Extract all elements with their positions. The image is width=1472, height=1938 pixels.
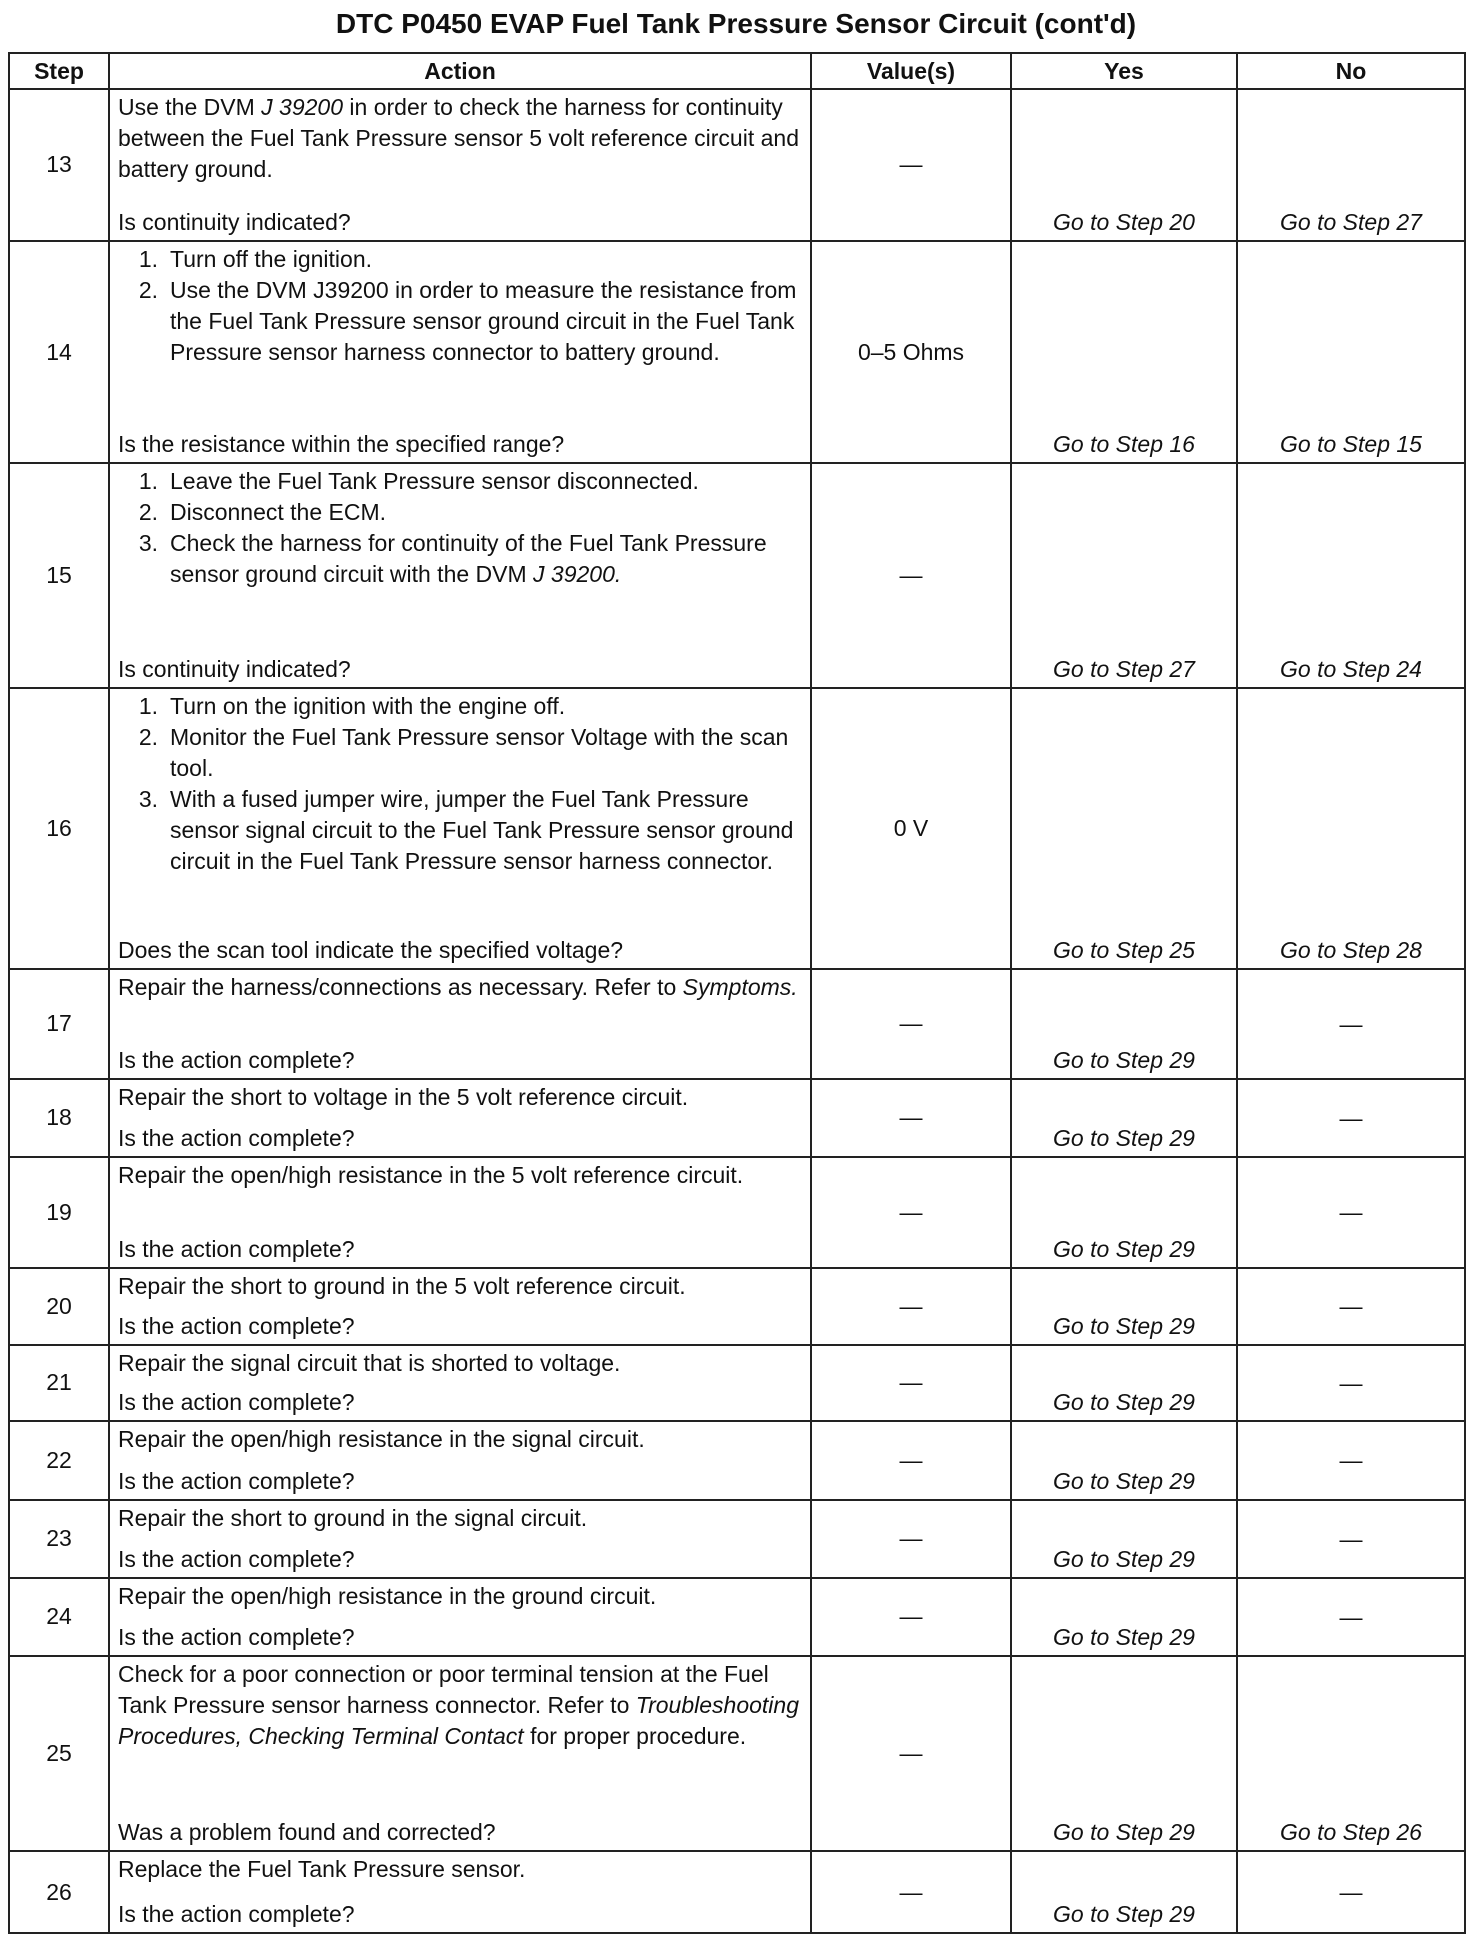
value-cell: — [811, 89, 1011, 241]
yes-cell: Go to Step 29 [1011, 1500, 1237, 1578]
value-cell: — [811, 1578, 1011, 1656]
diagnostic-table [8, 52, 1466, 1934]
no-cell: — [1237, 1421, 1465, 1500]
action-question: Is the action complete? [118, 1046, 355, 1073]
table-row [9, 1079, 1465, 1157]
action-cell [109, 688, 811, 968]
table-row [9, 1268, 1465, 1345]
table-row [9, 1157, 1465, 1268]
no-cell: — [1237, 1268, 1465, 1345]
action-cell [109, 1268, 811, 1345]
action-text-segment: Replace the Fuel Tank Pressure sensor. [118, 1856, 526, 1883]
action-question: Is continuity indicated? [118, 208, 351, 235]
action-cell [109, 1345, 811, 1422]
action-text-segment: Check for a poor connection or poor terminal tension at the Fuel Tank Pressure sensor harness connector. Refer to [118, 1660, 769, 1718]
action-text [118, 92, 806, 185]
value-cell: — [811, 1079, 1011, 1157]
sub-step-segment: Disconnect the ECM. [170, 499, 387, 526]
table-row [9, 89, 1465, 241]
sub-step-segment: Use the DVM J39200 in order to measure the resistance from the Fuel Tank Pressure sensor ground circuit in the Fuel Tank Pressure sensor harness connector to battery ground. [170, 276, 797, 365]
action-cell [109, 89, 811, 241]
yes-cell: Go to Step 27 [1011, 463, 1237, 688]
action-cell [109, 1421, 811, 1500]
action-text-segment: Repair the short to ground in the 5 volt reference circuit. [118, 1272, 686, 1299]
step-number: 15 [9, 463, 109, 688]
sub-step-number: 1. [138, 468, 158, 495]
step-number: 23 [9, 1500, 109, 1578]
table-row [9, 688, 1465, 968]
yes-cell: Go to Step 16 [1011, 241, 1237, 463]
action-text-segment: in order to check the harness for continuity between the Fuel Tank Pressure sensor 5 volt reference circuit and battery ground. [118, 94, 799, 182]
action-content [118, 244, 806, 460]
value-cell: — [811, 1500, 1011, 1578]
action-cell [109, 969, 811, 1079]
step-number: 20 [9, 1268, 109, 1345]
step-number: 22 [9, 1421, 109, 1500]
sub-step-segment: With a fused jumper wire, jumper the Fuel Tank Pressure sensor signal circuit to the Fuel Tank Pressure sensor ground circuit in the Fuel Tank Pressure sensor harness connector. [170, 786, 794, 875]
no-cell: Go to Step 24 [1237, 463, 1465, 688]
action-text [118, 1160, 806, 1191]
yes-cell: Go to Step 29 [1011, 1268, 1237, 1345]
no-cell: Go to Step 28 [1237, 688, 1465, 968]
sub-step-text [170, 528, 806, 590]
action-text-segment: Repair the signal circuit that is shorted to voltage. [118, 1349, 621, 1376]
action-text-segment: Troubleshooting Procedures, Checking Terminal Contact [118, 1691, 800, 1749]
sub-step-text [170, 244, 806, 275]
no-cell: — [1237, 1157, 1465, 1268]
step-number: 25 [9, 1656, 109, 1851]
no-cell: — [1237, 1851, 1465, 1933]
action-text [118, 1503, 806, 1534]
action-text [118, 1659, 806, 1752]
action-cell [109, 463, 811, 688]
action-question: Is the action complete? [118, 1124, 355, 1151]
action-cell [109, 1578, 811, 1656]
sub-step [118, 722, 806, 784]
header-action: Action [109, 53, 811, 89]
yes-cell: Go to Step 29 [1011, 1656, 1237, 1851]
step-number: 19 [9, 1157, 109, 1268]
header-values: Value(s) [811, 53, 1011, 89]
table-row [9, 241, 1465, 463]
action-content [118, 1659, 806, 1848]
value-cell: — [811, 1345, 1011, 1422]
action-content [118, 1581, 806, 1653]
sub-step-segment: Check the harness for continuity of the Fuel Tank Pressure sensor ground circuit with the DVM [170, 530, 767, 588]
step-number: 13 [9, 89, 109, 241]
page-title: DTC P0450 EVAP Fuel Tank Pressure Sensor Circuit (cont'd) [335, 8, 1137, 39]
no-cell: — [1237, 1578, 1465, 1656]
action-text [118, 972, 806, 1003]
action-text-segment: Repair the open/high resistance in the ground circuit. [118, 1582, 657, 1609]
sub-step-list [118, 244, 806, 368]
action-question: Was a problem found and corrected? [118, 1819, 496, 1846]
action-text-segment: Repair the open/high resistance in the signal circuit. [118, 1426, 645, 1453]
action-text [118, 1271, 806, 1302]
step-number: 16 [9, 688, 109, 968]
yes-cell: Go to Step 20 [1011, 89, 1237, 241]
action-text-segment: Symptoms. [682, 973, 798, 1000]
header-yes: Yes [1011, 53, 1237, 89]
sub-step [118, 691, 806, 722]
action-question: Is continuity indicated? [118, 656, 351, 683]
action-question: Is the resistance within the specified range? [118, 431, 565, 458]
step-number: 24 [9, 1578, 109, 1656]
action-content [118, 1348, 806, 1419]
table-row [9, 1578, 1465, 1656]
value-cell: — [811, 969, 1011, 1079]
sub-step [118, 275, 806, 368]
action-question: Is the action complete? [118, 1545, 355, 1572]
action-content [118, 972, 806, 1076]
action-content [118, 691, 806, 965]
header-step: Step [9, 53, 109, 89]
yes-cell: Go to Step 29 [1011, 1157, 1237, 1268]
sub-step-number: 3. [138, 530, 158, 557]
action-content [118, 1271, 806, 1342]
sub-step-text [170, 497, 806, 528]
table-row [9, 1656, 1465, 1851]
sub-step-text [170, 722, 806, 784]
no-cell: Go to Step 26 [1237, 1656, 1465, 1851]
action-question: Is the action complete? [118, 1312, 355, 1339]
action-text-segment: Repair the open/high resistance in the 5 volt reference circuit. [118, 1161, 744, 1188]
value-cell: — [811, 1851, 1011, 1933]
no-cell: — [1237, 969, 1465, 1079]
action-text-segment: Use the DVM [118, 94, 262, 120]
action-content [118, 1424, 806, 1497]
action-content [118, 1503, 806, 1575]
sub-step-segment: Monitor the Fuel Tank Pressure sensor Voltage with the scan tool. [170, 724, 789, 782]
value-cell: 0 V [811, 688, 1011, 968]
action-text-segment: Repair the short to voltage in the 5 volt reference circuit. [118, 1083, 689, 1110]
sub-step [118, 497, 806, 528]
action-cell [109, 1157, 811, 1268]
action-question: Is the action complete? [118, 1623, 355, 1650]
sub-step [118, 466, 806, 497]
step-number: 14 [9, 241, 109, 463]
sub-step-text [170, 691, 806, 722]
sub-step-number: 2. [138, 499, 158, 526]
step-number: 21 [9, 1345, 109, 1422]
sub-step-segment: Leave the Fuel Tank Pressure sensor disconnected. [170, 468, 699, 495]
table-row [9, 1851, 1465, 1933]
no-cell: Go to Step 27 [1237, 89, 1465, 241]
action-content [118, 1854, 806, 1930]
value-cell: — [811, 1157, 1011, 1268]
action-content [118, 1160, 806, 1265]
table-header-row [9, 53, 1465, 89]
no-cell: Go to Step 15 [1237, 241, 1465, 463]
sub-step-number: 2. [138, 724, 158, 751]
no-cell: — [1237, 1345, 1465, 1422]
table-row [9, 1500, 1465, 1578]
action-question: Is the action complete? [118, 1235, 355, 1262]
yes-cell: Go to Step 29 [1011, 1578, 1237, 1656]
sub-step-list [118, 691, 806, 877]
sub-step [118, 244, 806, 275]
sub-step-segment: J 39200. [533, 561, 622, 588]
yes-cell: Go to Step 29 [1011, 1079, 1237, 1157]
action-question: Is the action complete? [118, 1901, 355, 1927]
sub-step-segment: Turn off the ignition. [170, 245, 373, 272]
table-row [9, 969, 1465, 1079]
action-text [118, 1854, 806, 1885]
action-cell [109, 1851, 811, 1933]
sub-step-text [170, 784, 806, 877]
no-cell: — [1237, 1500, 1465, 1578]
action-content [118, 92, 806, 238]
action-text [118, 1581, 806, 1612]
action-question: Is the action complete? [118, 1467, 355, 1494]
sub-step [118, 784, 806, 877]
value-cell: — [811, 1656, 1011, 1851]
step-number: 18 [9, 1079, 109, 1157]
header-no: No [1237, 53, 1465, 89]
sub-step-segment: Turn on the ignition with the engine off. [170, 693, 566, 720]
action-text [118, 1424, 806, 1455]
step-number: 17 [9, 969, 109, 1079]
sub-step-text [170, 466, 806, 497]
sub-step-list [118, 466, 806, 590]
action-cell [109, 1500, 811, 1578]
table-row [9, 1421, 1465, 1500]
yes-cell: Go to Step 29 [1011, 969, 1237, 1079]
yes-cell: Go to Step 29 [1011, 1345, 1237, 1422]
action-question: Does the scan tool indicate the specified voltage? [118, 936, 624, 963]
action-cell [109, 1656, 811, 1851]
value-cell: 0–5 Ohms [811, 241, 1011, 463]
action-text [118, 1348, 806, 1379]
step-number: 26 [9, 1851, 109, 1933]
table-row [9, 1345, 1465, 1422]
action-cell [109, 241, 811, 463]
sub-step-text [170, 275, 806, 368]
action-cell [109, 1079, 811, 1157]
value-cell: — [811, 1268, 1011, 1345]
value-cell: — [811, 463, 1011, 688]
sub-step-number: 3. [138, 786, 158, 813]
table-body [9, 89, 1465, 1933]
value-cell: — [811, 1421, 1011, 1500]
action-text-segment: Repair the harness/connections as necessary. Refer to [118, 973, 683, 1000]
yes-cell: Go to Step 29 [1011, 1421, 1237, 1500]
action-text [118, 1082, 806, 1113]
sub-step-number: 1. [138, 245, 158, 272]
action-content [118, 466, 806, 685]
sub-step [118, 528, 806, 590]
yes-cell: Go to Step 25 [1011, 688, 1237, 968]
no-cell: — [1237, 1079, 1465, 1157]
yes-cell: Go to Step 29 [1011, 1851, 1237, 1933]
action-text-segment: J 39200 [261, 94, 344, 120]
table-row [9, 463, 1465, 688]
action-text-segment: Repair the short to ground in the signal circuit. [118, 1504, 588, 1531]
action-text-segment: for proper procedure. [523, 1722, 747, 1749]
action-question: Is the action complete? [118, 1389, 355, 1416]
sub-step-number: 2. [138, 276, 158, 303]
sub-step-number: 1. [138, 693, 158, 720]
action-content [118, 1082, 806, 1154]
